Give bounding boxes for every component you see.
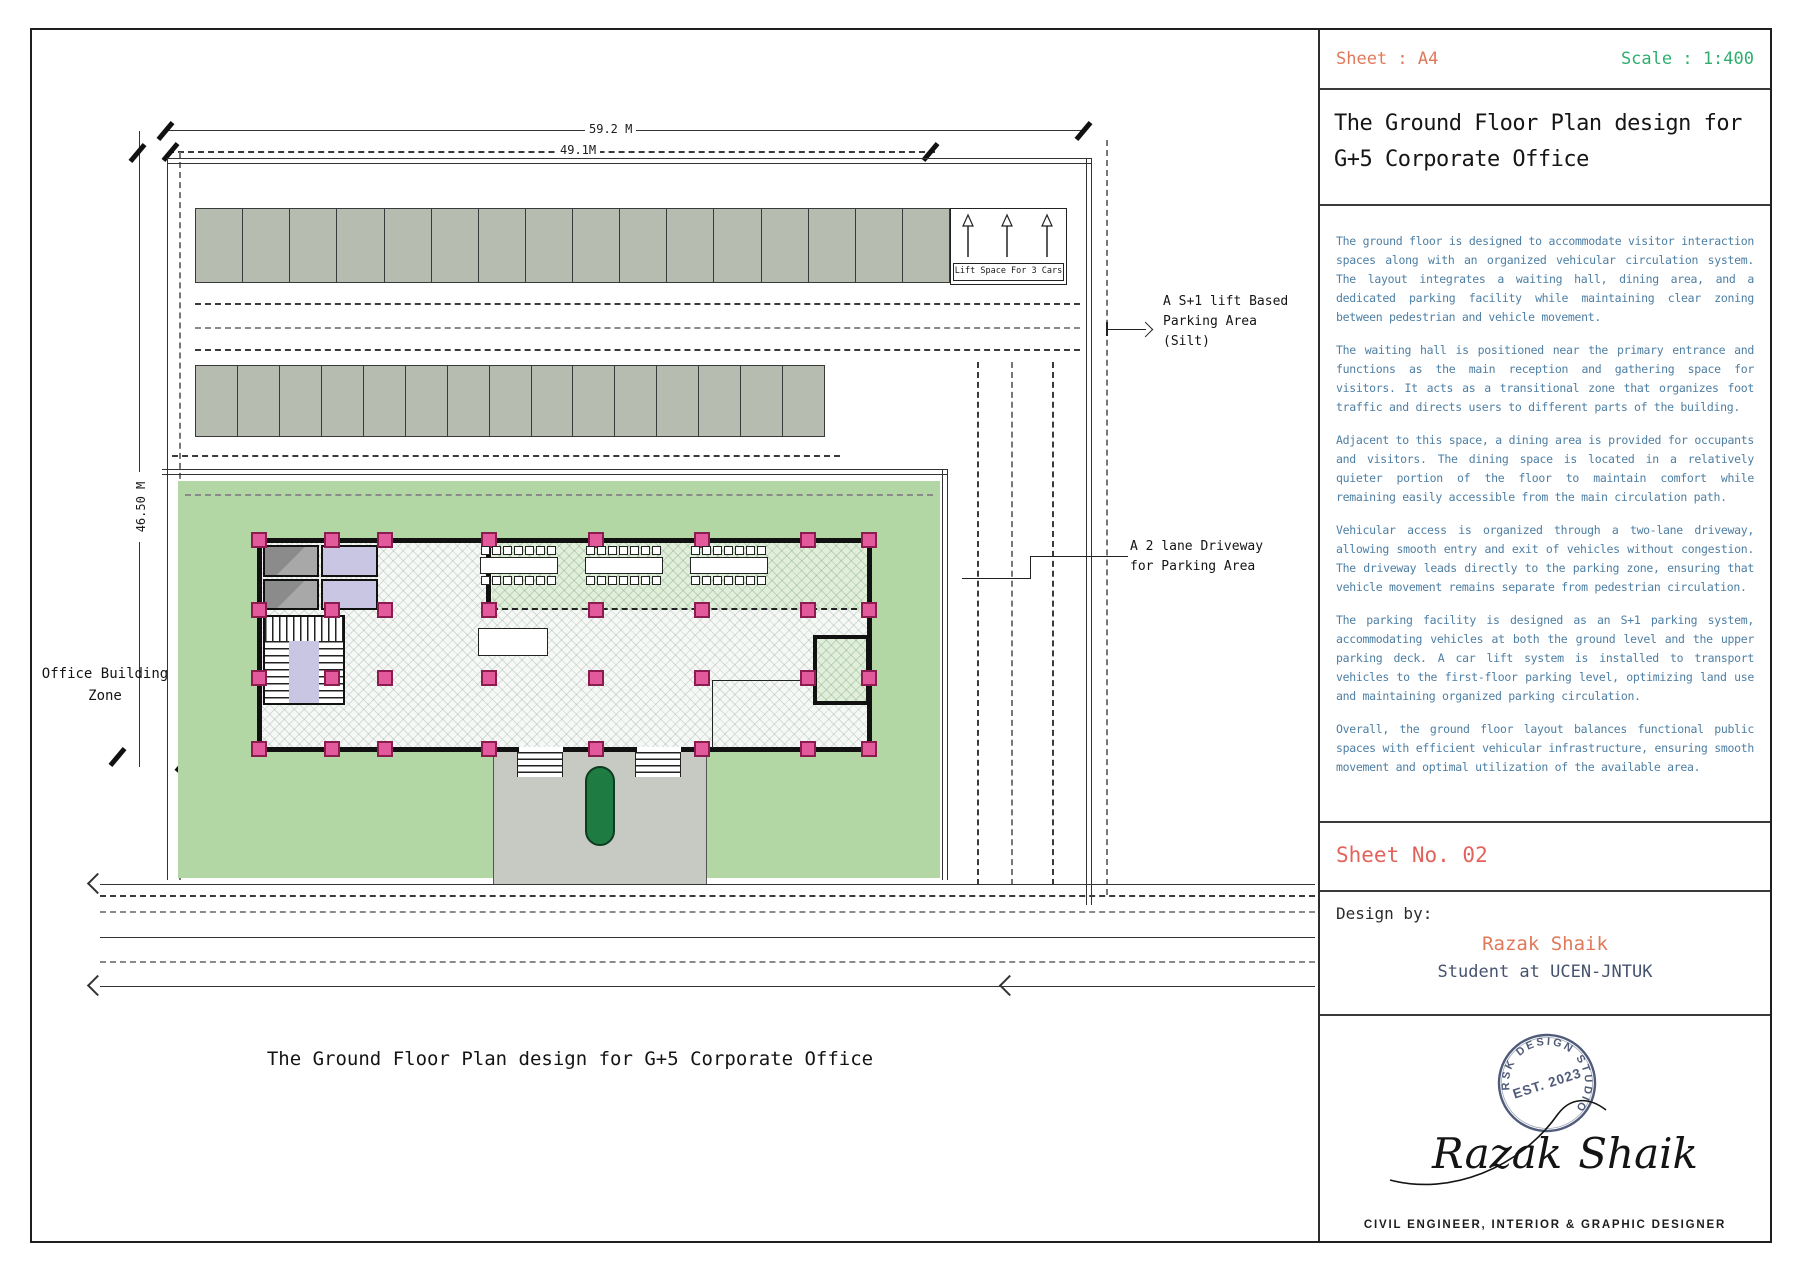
column-marker [251,602,267,618]
site-border-left [167,158,168,880]
parking-stall [385,209,432,282]
driveway-lane-line [977,362,979,885]
parking-stall [809,209,856,282]
column-marker [324,741,340,757]
column-marker [251,741,267,757]
parking-stall [573,366,615,436]
parking-stall [856,209,903,282]
office-zone-border-top [162,469,948,475]
parking-area-label: A S+1 lift Based Parking Area (Silt) [1163,294,1289,349]
parking-stall [364,366,406,436]
designer-role: Student at UCEN-JNTUK [1437,962,1653,982]
parking-stall [432,209,479,282]
chair [608,576,617,585]
chair [713,576,722,585]
chair [586,576,595,585]
column-marker [800,741,816,757]
chair [492,546,501,555]
description-paragraph: Overall, the ground floor layout balances functional public spaces with efficient vehicular infrastructure, ensuring smooth movement and optimal utilization of the available area. [1336,722,1754,774]
chair [619,546,628,555]
column-marker [481,670,497,686]
drawing-title: The Ground Floor Plan design for G+5 Corporate Office [1320,90,1770,206]
leader-line [1030,556,1128,557]
plan-caption: The Ground Floor Plan design for G+5 Corporate Office [266,1048,874,1070]
sheet-format: Sheet : A4 [1336,49,1439,69]
aisle-marking [195,303,1080,305]
parking-stall [196,209,243,282]
road-break-mark [999,975,1020,996]
chair [619,576,628,585]
site-border-top [168,158,1092,164]
staircase [263,615,345,705]
description-paragraph: The waiting hall is positioned near the primary entrance and functions as the main reception and gathering space for visitors. It acts as a transitional zone that organizes foot traffic and directs users to different parts of the building. [1336,343,1754,414]
sheet-number: Sheet No. 02 [1320,823,1770,892]
column-marker [377,670,393,686]
entrance-steps [635,752,681,777]
dining-table-group [585,546,663,586]
parking-stall [490,366,532,436]
chair [757,576,766,585]
studio-stamp [1320,1018,1772,1203]
dimension-tick [157,121,175,141]
title-block [1318,30,1770,1241]
parking-stall [620,209,667,282]
dimension-tick [129,143,147,163]
column-marker [588,602,604,618]
column-marker [481,741,497,757]
dimension-49m-label: 49.1M [556,143,600,157]
driveway-label: A 2 lane Driveway for Parking Area [1130,539,1264,574]
parking-stall [783,366,824,436]
leader-line [962,578,1030,579]
chair [514,576,523,585]
description-paragraph: The ground floor is designed to accommodate visitor interaction spaces along with an organized vehicular circulation system. The layout integrates a waiting hall, dining area, and a dedicated parking facility while maintaining clear zoning between pedestrian and vehicle movement. [1336,234,1754,324]
column-marker [861,741,877,757]
parking-stall [238,366,280,436]
parking-stall [448,366,490,436]
parking-row-2 [195,365,825,437]
car-lift-arrows-icon [951,211,1064,259]
dining-table [480,557,558,574]
column-marker [377,602,393,618]
description-paragraph: Vehicular access is organized through a two-lane driveway, allowing smooth entry and exit of vehicles without congestion. The driveway leads directly to the parking zone, ensuring that vehicle movement remains separate from pedestrian circulation. [1336,523,1754,594]
site-setback-right [1106,140,1108,895]
column-marker [481,602,497,618]
stamp-caption: CIVIL ENGINEER, INTERIOR & GRAPHIC DESIGNER [1363,1219,1727,1231]
column-marker [694,602,710,618]
chair [481,576,490,585]
parking-row-1 [195,208,950,283]
column-marker [800,602,816,618]
chair [735,546,744,555]
leader-line [1030,556,1031,579]
road-edge [100,884,1315,885]
parking-stall [290,209,337,282]
leader-tick [1106,322,1108,336]
office-zone-label: Office Building Zone [41,666,169,704]
entrance-steps [517,752,563,777]
lift-lobby [321,545,378,577]
chair [492,576,501,585]
chair [525,546,534,555]
chair [547,576,556,585]
road-marking [100,911,1315,913]
car-lift-label: Lift Space For 3 Cars [953,263,1064,281]
chair [608,546,617,555]
chair [735,576,744,585]
design-by-section [1320,892,1770,1016]
chair [724,546,733,555]
description-paragraph: Adjacent to this space, a dining area is provided for occupants and visitors. The dining space is located in a relatively quieter portion of the floor to maintain comfort while remaining easily accessible from the main circulation path. [1336,433,1754,504]
parking-stall [406,366,448,436]
chair [713,546,722,555]
dimension-tick [109,747,127,767]
design-by-label: Design by: [1336,904,1433,923]
stamp-arc-text: RSK DESIGN STUDIO [1499,1035,1595,1116]
road-break-mark [87,873,108,894]
column-marker [377,532,393,548]
parking-stall [741,366,783,436]
lift-shaft [263,545,319,577]
partition-wall [712,680,813,681]
column-marker [251,532,267,548]
dining-table-group [480,546,558,586]
chair [503,546,512,555]
dimension-46m-label: 46.50 M [134,472,148,542]
site-border-right [1086,158,1092,905]
chair [503,576,512,585]
dining-table [585,557,663,574]
reception-desk [478,628,548,656]
drawing-scale: Scale : 1:400 [1620,49,1754,69]
column-marker [588,670,604,686]
parking-stall [615,366,657,436]
chair [757,546,766,555]
column-marker [324,602,340,618]
chair [597,546,606,555]
chair [630,546,639,555]
parking-stall [337,209,384,282]
lift-shaft [263,579,319,610]
chair [481,546,490,555]
chair [641,576,650,585]
column-marker [861,602,877,618]
parking-stall [667,209,714,282]
description-text [1320,206,1770,823]
column-marker [861,532,877,548]
stair-landing [289,641,319,703]
column-marker [861,670,877,686]
parking-stall [532,366,574,436]
column-marker [324,670,340,686]
chair [641,546,650,555]
aisle-marking [195,349,1080,351]
road-centerline [100,937,1315,938]
chair [724,576,733,585]
stair-flight [265,641,289,703]
chair [514,546,523,555]
office-zone-border-right [942,469,948,880]
road-break-mark [87,975,108,996]
parking-stall [699,366,741,436]
parking-stall [322,366,364,436]
parking-stall [196,366,238,436]
dimension-59m-label: 59.2 M [585,122,636,136]
chair [652,546,661,555]
parking-stall [714,209,761,282]
chair [691,546,700,555]
aisle-centerline [195,327,1080,329]
signature-text: Razak Shaik [1432,1129,1698,1178]
boundary-line-49m [168,151,935,153]
aisle-marking [172,455,840,457]
parking-stall [280,366,322,436]
road-marking [100,961,1315,963]
column-marker [588,741,604,757]
dining-table-group [690,546,768,586]
parking-stall [762,209,809,282]
chair [536,576,545,585]
stamp-est-text: EST. 2023 [1510,1065,1584,1102]
dimension-tick [1075,121,1093,141]
column-marker [800,670,816,686]
dining-table [690,557,768,574]
designer-name: Razak Shaik [1482,933,1608,955]
description-paragraph: The parking facility is designed as an S+1 parking system, accommodating vehicles at both the ground level and the upper parking deck. A car lift system is installed to transport vehicles to the first-floor parking level, optimizing land use and maintaining organized parking circulation. [1336,613,1754,703]
column-marker [694,741,710,757]
chair [536,546,545,555]
stair-flight [265,617,343,641]
road-marking [100,895,1315,897]
column-marker [800,532,816,548]
parking-stall [243,209,290,282]
parking-stall [903,209,949,282]
column-marker [251,670,267,686]
chair [597,576,606,585]
leader-arrow-icon [1138,322,1154,338]
driveway-lane-line [1052,362,1054,885]
column-marker [377,741,393,757]
green-island [585,766,615,846]
chair [746,546,755,555]
stamp-section [1320,1016,1770,1241]
driveway-lane-line [1011,362,1013,885]
sheet-scale-row [1320,30,1770,90]
chair [702,546,711,555]
column-marker [694,670,710,686]
partition-wall [712,680,713,748]
road-edge [100,986,1315,987]
car-lift-space [950,208,1067,285]
parking-stall [573,209,620,282]
chair [702,576,711,585]
parking-stall [479,209,526,282]
parking-stall [526,209,573,282]
chair [630,576,639,585]
chair [746,576,755,585]
chair [652,576,661,585]
chair [525,576,534,585]
chair [547,546,556,555]
parking-stall [657,366,699,436]
column-marker [324,532,340,548]
chair [586,546,595,555]
office-zone-setback [185,494,933,496]
chair [691,576,700,585]
